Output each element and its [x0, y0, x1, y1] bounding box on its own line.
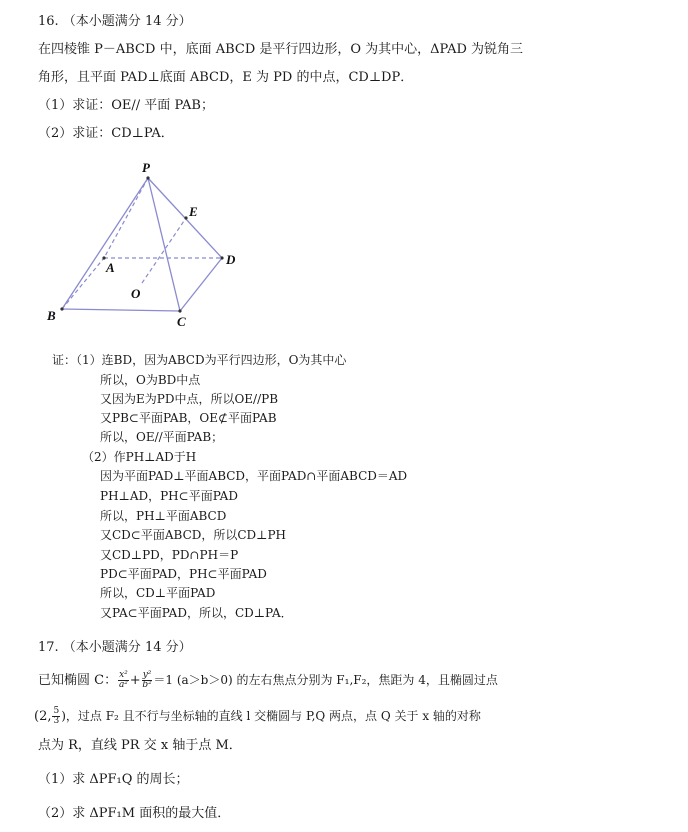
fraction-point-y: $\frac{5}{3}$ [53, 706, 60, 726]
segment-oe-hidden [142, 218, 186, 283]
edge-cd [180, 258, 222, 311]
label-o: O [131, 286, 141, 301]
ellipse-prefix: 已知椭圆 C： [38, 673, 118, 688]
label-c: C [177, 314, 186, 329]
problem-17-line-3: 点为 R，直线 PR 交 x 轴于点 M． [38, 738, 242, 753]
solution-step: 所以，PH⊥平面ABCD [100, 509, 227, 523]
edge-ab-hidden [62, 258, 104, 309]
edge-bc [62, 309, 180, 311]
label-a: A [106, 260, 115, 275]
solution-step: PD⊂平面PAD，PH⊂平面PAD [100, 567, 267, 581]
label-e: E [189, 204, 198, 219]
solution-part-2: （2）作PH⊥AD于H [82, 450, 197, 464]
solution-step: 所以，O为BD中点 [100, 373, 201, 387]
solution-intro: 证：（1）连BD，因为ABCD为平行四边形，O为其中心 [52, 353, 347, 367]
problem-16-stem-line-2: 角形，且平面 PAD⊥底面 ABCD，E 为 PD 的中点，CD⊥DP． [38, 70, 414, 85]
solution-step: 又CD⊂平面ABCD，所以CD⊥PH [100, 528, 286, 542]
edge-pc [148, 178, 180, 311]
fraction-y: $\frac{\text{y²}}{\text{b²}}$ [142, 670, 152, 690]
problem-16-part-2: （2）求证：CD⊥PA． [38, 126, 174, 141]
fraction-x: $\frac{\text{x²}}{\text{a²}}$ [118, 670, 128, 690]
problem-17-part-2: （2）求 ΔPF₁M 面积的最大值． [38, 806, 231, 821]
label-b: B [47, 308, 56, 323]
label-d: D [226, 252, 236, 267]
problem-17-header: 17. （本小题满分 14 分） [38, 640, 192, 655]
solution-step: 又因为E为PD中点，所以OE//PB [100, 392, 279, 406]
problem-16-part-1: （1）求证：OE// 平面 PAB； [38, 98, 214, 113]
solution-step: 所以，CD⊥平面PAD [100, 586, 216, 600]
problem-16-stem-line-1: 在四棱锥 P－ABCD 中，底面 ABCD 是平行四边形，O 为其中心，ΔPAD 为锐角三 [38, 42, 524, 57]
problem-16-header: 16. （本小题满分 14 分） [38, 14, 192, 29]
solution-step: PH⊥AD，PH⊂平面PAD [100, 489, 238, 503]
problem-17-part-1: （1）求 ΔPF₁Q 的周长； [38, 772, 189, 787]
edge-pb [62, 178, 148, 309]
solution-step: 又PB⊂平面PAB，OE⊄平面PAB [100, 411, 277, 425]
edge-pa-hidden [104, 178, 148, 258]
solution-step: 又CD⊥PD，PD∩PH＝P [100, 548, 239, 562]
ellipse-condition: ＝1 (a＞b＞0) 的左右焦点分别为 F₁,F₂，焦距为 4，且椭圆过点 [153, 673, 498, 687]
problem-17-line-1: 已知椭圆 C： $\frac{\text{x²}}{\text{a²}}$ + $\frac{\text{y²}}{\text{b²}}$ ＝1 (a＞b＞0) 的左右焦点分别为 F₁,F₂，焦距为 4，且椭圆过点 [38, 670, 498, 690]
solution-step: 所以，OE//平面PAB； [100, 430, 224, 444]
edge-pd [148, 178, 222, 258]
solution-step: 又PA⊂平面PAD，所以，CD⊥PA． [100, 606, 293, 620]
problem-17-line-2: (2, $\frac{5}{3}$ )，过点 F₂ 且不行与坐标轴的直线 l 交椭圆与 P,Q 两点，点 Q 关于 x 轴的对称 [34, 706, 481, 726]
label-p: P [142, 160, 150, 175]
solution-step: 因为平面PAD⊥平面ABCD，平面PAD∩平面ABCD＝AD [100, 469, 408, 483]
